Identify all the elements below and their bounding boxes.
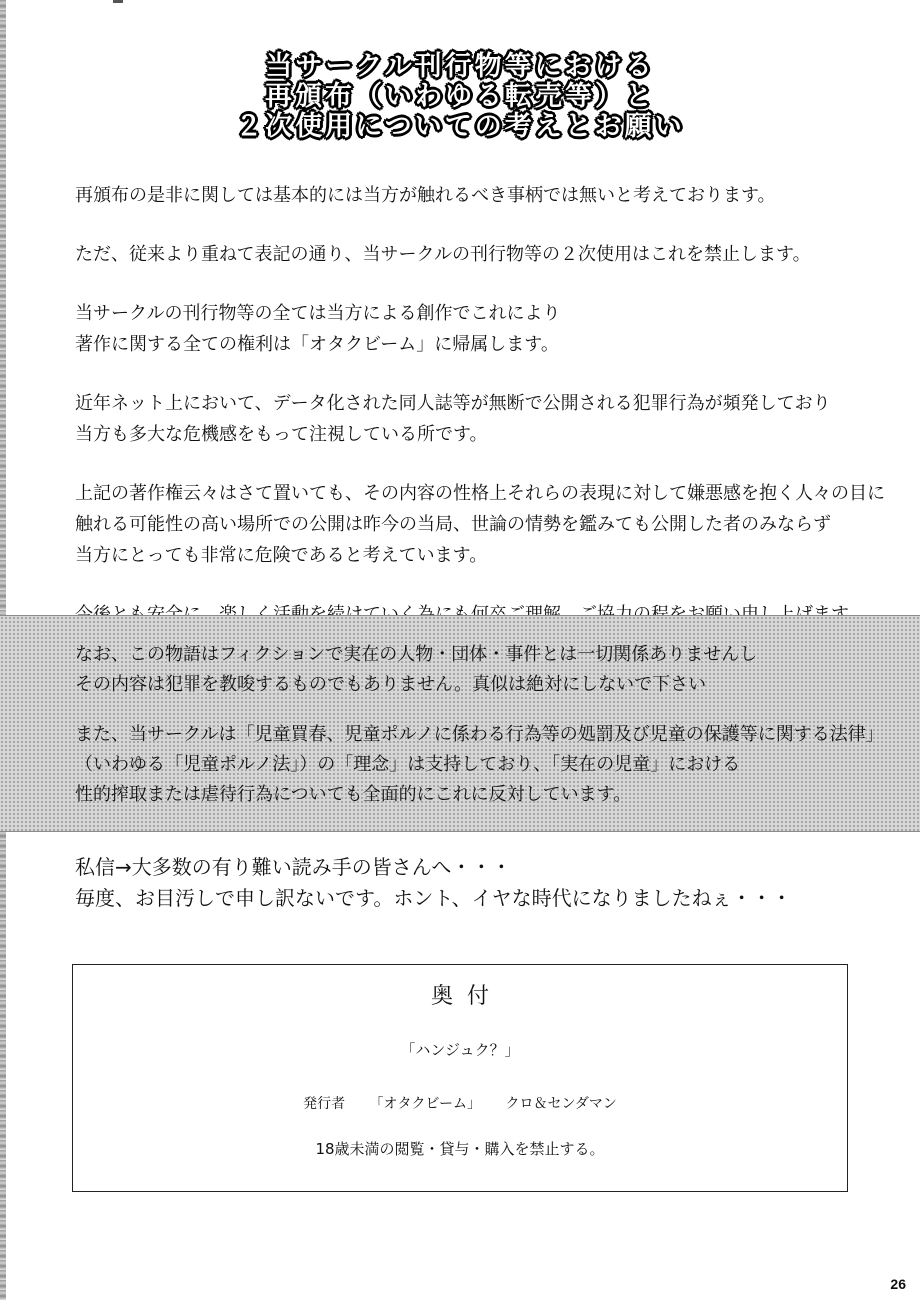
text-line: なお、この物語はフィクションで実在の人物・団体・事件とは一切関係ありませんし (75, 644, 758, 665)
title-line: ２次使用についての考えとお願い (235, 111, 685, 142)
author-names: クロ＆センダマン (505, 1096, 617, 1112)
page-title (0, 52, 920, 142)
paragraph (75, 180, 875, 211)
disclaimer-notice (75, 640, 895, 830)
text-line: 当方も多大な危機感をもって注視している所です。 (75, 424, 488, 445)
text-line: 性的搾取または虐待行為についても全面的にこれに反対しています。 (75, 784, 632, 805)
text-line: 当方にとっても非常に危険であると考えています。 (75, 545, 488, 566)
text-line: 当サークルの刊行物等の全ては当方による創作でこれにより (75, 303, 561, 324)
text-line: その内容は犯罪を教唆するものでもありません。真似は絶対にしないで下さい (75, 674, 707, 695)
circle-name: 「オタクビーム」 (369, 1096, 481, 1112)
text-line: 著作に関する全ての権利は「オタクビーム」に帰属します。 (75, 334, 559, 355)
title-line: 再頒布（いわゆる転売等）と (265, 81, 655, 112)
paragraph (75, 640, 895, 700)
personal-note (75, 852, 895, 914)
colophon-heading: 奥付 (430, 984, 503, 1009)
book-title: 「ハンジュク？」 (400, 1041, 520, 1059)
colophon-box (72, 964, 848, 1192)
page-number: 26 (890, 1276, 906, 1292)
paragraph (75, 720, 895, 810)
text-line: 上記の著作権云々はさて置いても、その内容の性格上それらの表現に対して嫌悪感を抱く人々の目に (75, 483, 885, 504)
text-line: 私信→大多数の有り難い読み手の皆さんへ・・・ (75, 855, 512, 879)
title-line: 当サークル刊行物等における (265, 51, 655, 82)
text-line: また、当サークルは「児童買春、児童ポルノに係わる行為等の処罰及び児童の保護等に関する法律」 (75, 724, 884, 745)
publisher-label: 発行者 (303, 1096, 346, 1112)
paragraph (75, 478, 885, 571)
text-line: （いわゆる「児童ポルノ法」）の「理念」は支持しており、「実在の児童」における (75, 754, 741, 775)
main-statement (75, 180, 885, 658)
scan-speck (113, 0, 123, 3)
text-line: 再頒布の是非に関しては基本的には当方が触れるべき事柄では無いと考えております。 (75, 185, 776, 206)
paragraph (75, 239, 875, 270)
paragraph (75, 388, 875, 450)
paragraph (75, 298, 875, 360)
text-line: 触れる可能性の高い場所での公開は昨今の当局、世論の情勢を鑑みても公開した者のみならず (75, 514, 831, 535)
publisher-line (73, 1093, 847, 1113)
age-restriction-notice: 18歳未満の閲覧・貸与・購入を禁止する。 (315, 1140, 605, 1158)
text-line: ただ、従来より重ねて表記の通り、当サークルの刊行物等の２次使用はこれを禁止します。 (75, 244, 811, 265)
text-line: 毎度、お目汚しで申し訳ないです。ホント、イヤな時代になりましたねぇ・・・ (75, 886, 792, 910)
text-line: 近年ネット上において、データ化された同人誌等が無断で公開される犯罪行為が頻発しており (75, 393, 831, 414)
